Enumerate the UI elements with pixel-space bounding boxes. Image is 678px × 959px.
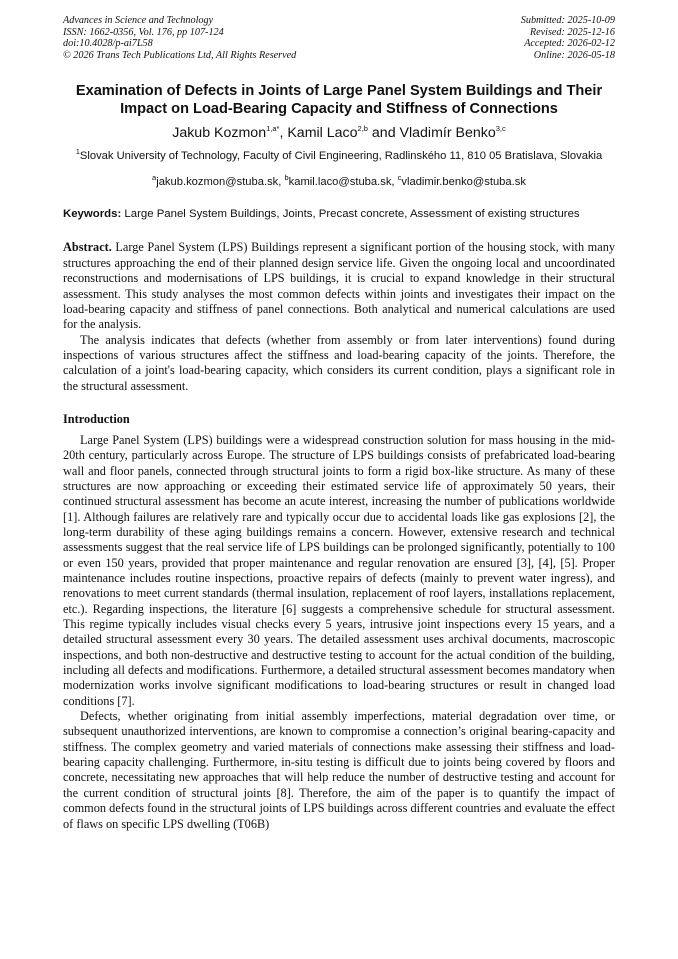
abstract [63,240,615,393]
revised-date: Revised: 2025-12-16 [529,26,615,38]
author-name: Vladimír Benko [399,125,496,142]
author-name: Jakub Kozmon [172,125,267,142]
keywords [63,207,615,222]
online-date: Online: 2026-05-18 [533,49,615,61]
issn-line: ISSN: 1662-0356, Vol. 176, pp 107-124 [63,26,224,38]
affiliation [63,149,615,165]
email-separator: , [391,175,398,188]
section-heading-introduction: Introduction [63,411,130,426]
email-marker: b [284,172,289,182]
author-list [63,125,615,142]
author-separator: , [279,125,288,142]
journal-name: Advances in Science and Technology [63,15,214,26]
email-marker: a [152,172,157,182]
publication-header [63,15,615,61]
abstract-label: Abstract. [63,240,112,255]
email-list [63,172,615,189]
page-content [63,15,615,832]
introduction-paragraph: Defects, whether originating from initial assembly imperfections, material degradation over time, or subsequent unauthorized interventions, are known to compromise a connection’s original bearing-capacity and stiffness. The complex geometry and varied materials of connections make assessing their stiffness and load-bearing capacity challenging. Furthermore, in-situ testing is difficult due to joints being covered by floors and concrete, necessitating new approaches that will help reduce the number of destructive testing and account for the current condition of structural joints [8]. Therefore, the aim of the paper is to quantify the impact of common defects found in the structural joints of LPS buildings across different countries and evaluate the effect of flaws on specific LPS dwelling (T06B) [63,709,615,831]
email-address[interactable]: kamil.laco@stuba.sk [288,175,392,188]
keywords-text: Large Panel System Buildings, Joints, Precast concrete, Assessment of existing structures [121,207,580,220]
abstract-paragraph [63,240,615,332]
author-affiliation-marker: 3,c [495,124,506,134]
author-name: Kamil Laco [287,125,358,142]
doi-line: doi:10.4028/p-ai7L58 [63,38,153,50]
abstract-paragraph: The analysis indicates that defects (whether from assembly or from later interventions) found during inspections of various structures affect the stiffness and load-bearing capacity of the joints. Therefore, the calculation of a joint's load-bearing capacity, which considers its current condition, plays a significant role in the structural assessment. [63,332,615,393]
email-separator: , [278,175,285,188]
copyright-line: © 2026 Trans Tech Publications Ltd, All Rights Reserved [63,49,297,61]
author-separator: and [367,125,400,142]
submitted-date: Submitted: 2025-10-09 [520,15,615,26]
affiliation-text: Slovak University of Technology, Faculty of Civil Engineering, Radlinského 11, 810 05 Bratislava, Slovakia [79,150,603,163]
affiliation-marker: 1 [75,147,80,157]
paper-title: Examination of Defects in Joints of Large Panel System Buildings and Their Impact on Load-Bearing Capacity and Stiffness of Connections [75,83,603,117]
accepted-date: Accepted: 2026-02-12 [524,38,615,50]
author-affiliation-marker: 1,a* [266,124,280,134]
keywords-label: Keywords: [63,207,122,220]
introduction-paragraph: Large Panel System (LPS) buildings were a widespread construction solution for mass housing in the mid-20th century, particularly across Europe. The structure of LPS buildings consists of prefabricated load-bearing wall and floor panels, connected through structural joints to form a rigid box-like structure. As many of these structures are now approaching or exceeding their estimated service life of approximately 50 years, their continued structural assessment has become an acute interest, increasing the number of publications worldwide [1]. Although failures are relatively rare and typically occur due to accidental loads like gas explosions [2], the long-term durability of these aging buildings remains a concern. However, extensive research and technical assessments suggest that the real service life of LPS buildings can be prolonged significantly, potentially to 100 or even 150 years, provided that proper maintenance and regular renovation are ensured [3], [4], [5]. Proper maintenance includes routine inspections, proactive repairs of defects (mainly to prevent water ingress), and renovations to meet current standards (thermal insulation, replacement of roof layers, installations replacement, etc.). Regarding inspections, the literature [6] suggests a comprehensive schedule for structural assessment. This regime typically includes visual checks every 5 years, intrusive joint inspections every 15 years, and a detailed structural assessment every 30 years. The detailed assessment uses archival documents, macroscopic inspections, and both non-destructive and destructive testing to account for the actual condition of the building, including all defects and modifications. Furthermore, a detailed structural assessment becomes mandatory when modernization works involve significant modifications to load-bearing structures or result in changed load conditions [7]. [63,432,615,708]
email-address[interactable]: jakub.kozmon@stuba.sk [156,175,279,188]
publication-dates [521,15,615,61]
journal-info [63,15,296,61]
email-marker: c [397,172,402,182]
author-affiliation-marker: 2,b [357,124,368,134]
introduction-body [63,433,615,832]
email-address[interactable]: vladimir.benko@stuba.sk [401,175,526,188]
abstract-text: Large Panel System (LPS) Buildings represent a significant portion of the housing stock, with many structures approaching the end of their planned design service life. Given the ongoing local and uncoordinated reconstructions and modernisations of LPS buildings, it is crucial to expand knowledge in their structural assessment. This study analyses the most common defects within joints and investigates their impact on the load-bearing capacity and stiffness of panel connections. Both analytical and numerical calculations are used for the analysis. [63,240,615,332]
